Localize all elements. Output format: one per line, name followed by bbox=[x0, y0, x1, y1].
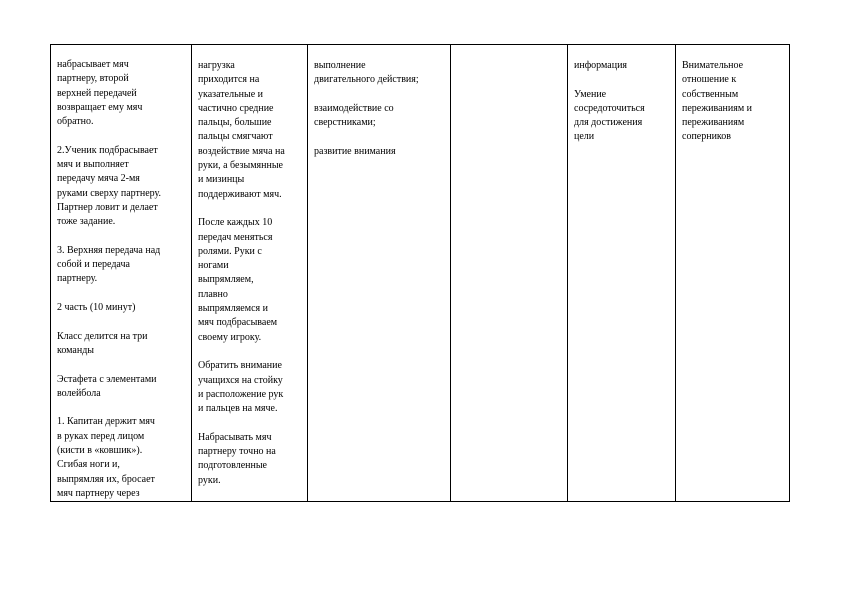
activity-paragraph: 2 часть (10 минут) bbox=[57, 302, 136, 314]
activity-paragraph: Класс делится на три команды bbox=[57, 330, 148, 356]
regulatory-paragraph: информация bbox=[574, 60, 628, 71]
lesson-plan-table bbox=[50, 44, 790, 502]
instruction-paragraph: Набрасывать мяч партнеру точно на подготовленные руки. bbox=[198, 431, 276, 486]
activity-paragraph: 3. Верхняя передача над собой и передача партнеру. bbox=[57, 244, 161, 285]
table-cell-personal bbox=[676, 45, 790, 502]
instruction-paragraph: Обратить внимание учащихся на стойку и расположение рук и пальцев на мяче. bbox=[198, 360, 284, 415]
regulatory-paragraph: Умение сосредоточиться для достижения цели bbox=[574, 88, 645, 143]
table-cell-empty bbox=[451, 45, 568, 502]
personal-paragraph: Внимательное отношение к собственным переживаниям и переживаниям соперников bbox=[682, 60, 752, 143]
activity-paragraph: набрасывает мяч партнеру, второй верхней передачей возвращает ему мяч обратно. bbox=[57, 59, 143, 128]
activity-paragraph: 2.Ученик подбрасывает мяч и выполняет передачу мяча 2-мя руками сверху партнеру. Партнер ловит и делает тоже задание. bbox=[57, 144, 162, 228]
activity-paragraph: 1. Капитан держит мяч в руках перед лицом (кисти в «ковшик»). Сгибая ноги и, выпрямляя их, бросает мяч партнеру через bbox=[57, 416, 155, 499]
table-cell-instructions bbox=[192, 45, 308, 502]
outcome-paragraph: взаимодействие со сверстниками; bbox=[314, 102, 394, 129]
table-cell-outcomes bbox=[308, 45, 451, 502]
table-cell-activities bbox=[51, 45, 192, 502]
instruction-paragraph: После каждых 10 передач меняться ролями. Руки с ногами выпрямляем, плавно выпрямляемся и мяч подбрасываем своему игроку. bbox=[198, 217, 278, 343]
outcome-paragraph: развитие внимания bbox=[314, 145, 396, 157]
table-cell-regulatory bbox=[568, 45, 676, 502]
table-row bbox=[51, 45, 790, 502]
instruction-paragraph: нагрузка приходится на указательные и частично средние пальцы, большие пальцы смягчают воздействие мяча на руки, а безымянные и мизинцы поддерживают мяч. bbox=[198, 60, 285, 200]
outcome-paragraph: выполнение двигательного действия; bbox=[314, 60, 419, 86]
activity-paragraph: Эстафета с элементами волейбола bbox=[57, 373, 157, 399]
